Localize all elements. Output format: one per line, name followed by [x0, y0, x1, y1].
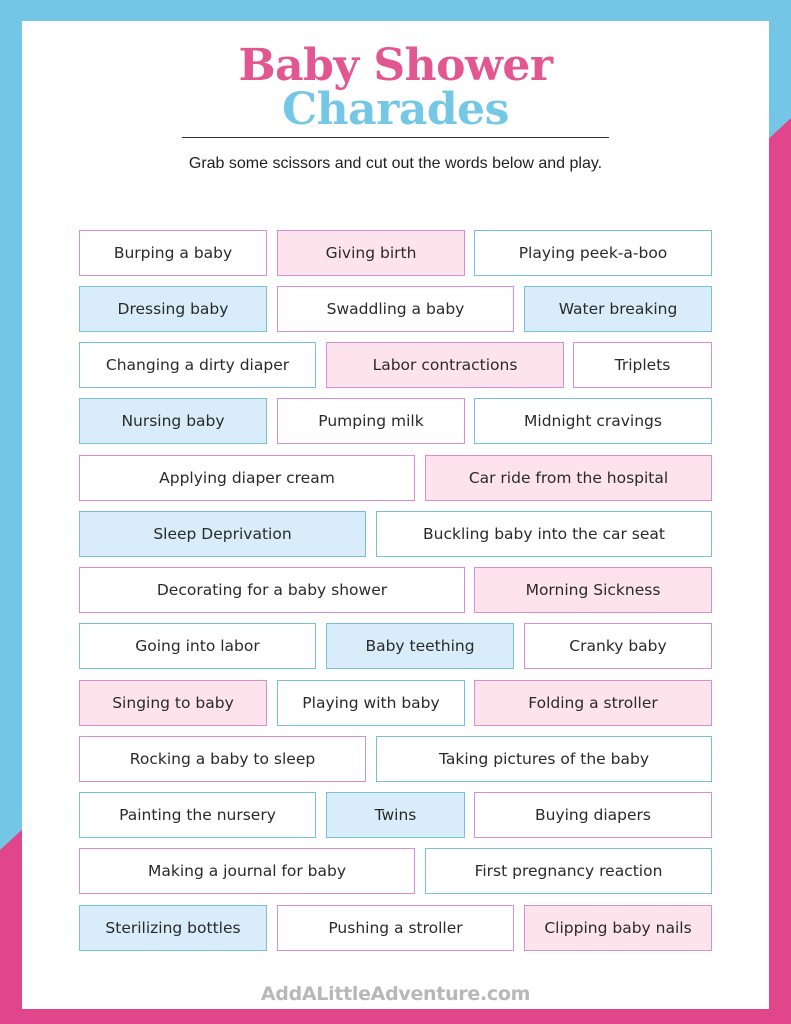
charade-card: Making a journal for baby — [79, 848, 415, 894]
charade-card: Folding a stroller — [474, 680, 712, 726]
charade-card: Water breaking — [524, 286, 712, 332]
charade-card: Decorating for a baby shower — [79, 567, 465, 613]
charade-card: Playing with baby — [277, 680, 465, 726]
charade-card: Buying diapers — [474, 792, 712, 838]
charade-card: Morning Sickness — [474, 567, 712, 613]
charade-card: Car ride from the hospital — [425, 455, 712, 501]
charade-card: Nursing baby — [79, 398, 267, 444]
charade-card: Swaddling a baby — [277, 286, 514, 332]
charade-card: Sleep Deprivation — [79, 511, 366, 557]
charade-card: Playing peek-a-boo — [474, 230, 712, 276]
charade-card: Labor contractions — [326, 342, 564, 388]
charade-card: Going into labor — [79, 623, 316, 669]
charade-card: Buckling baby into the car seat — [376, 511, 712, 557]
charade-card: Rocking a baby to sleep — [79, 736, 366, 782]
charade-card: Cranky baby — [524, 623, 712, 669]
charade-card: First pregnancy reaction — [425, 848, 712, 894]
charade-card: Taking pictures of the baby — [376, 736, 712, 782]
title-divider — [182, 137, 609, 138]
charade-card: Sterilizing bottles — [79, 905, 267, 951]
charade-card: Clipping baby nails — [524, 905, 712, 951]
charade-card: Burping a baby — [79, 230, 267, 276]
title-line-1: Baby Shower — [238, 40, 553, 91]
charade-card: Baby teething — [326, 623, 514, 669]
charade-card: Applying diaper cream — [79, 455, 415, 501]
charade-card: Twins — [326, 792, 465, 838]
title-line-2: Charades — [282, 84, 509, 135]
charade-card: Pumping milk — [277, 398, 465, 444]
charade-card: Painting the nursery — [79, 792, 316, 838]
charade-card: Triplets — [573, 342, 712, 388]
charade-card: Pushing a stroller — [277, 905, 514, 951]
charade-card: Midnight cravings — [474, 398, 712, 444]
website-footer: AddALittleAdventure.com — [260, 983, 531, 1005]
instructions: Grab some scissors and cut out the words below and play. — [188, 155, 603, 172]
charade-card: Changing a dirty diaper — [79, 342, 316, 388]
charade-card: Dressing baby — [79, 286, 267, 332]
charade-card: Singing to baby — [79, 680, 267, 726]
charade-card: Giving birth — [277, 230, 465, 276]
